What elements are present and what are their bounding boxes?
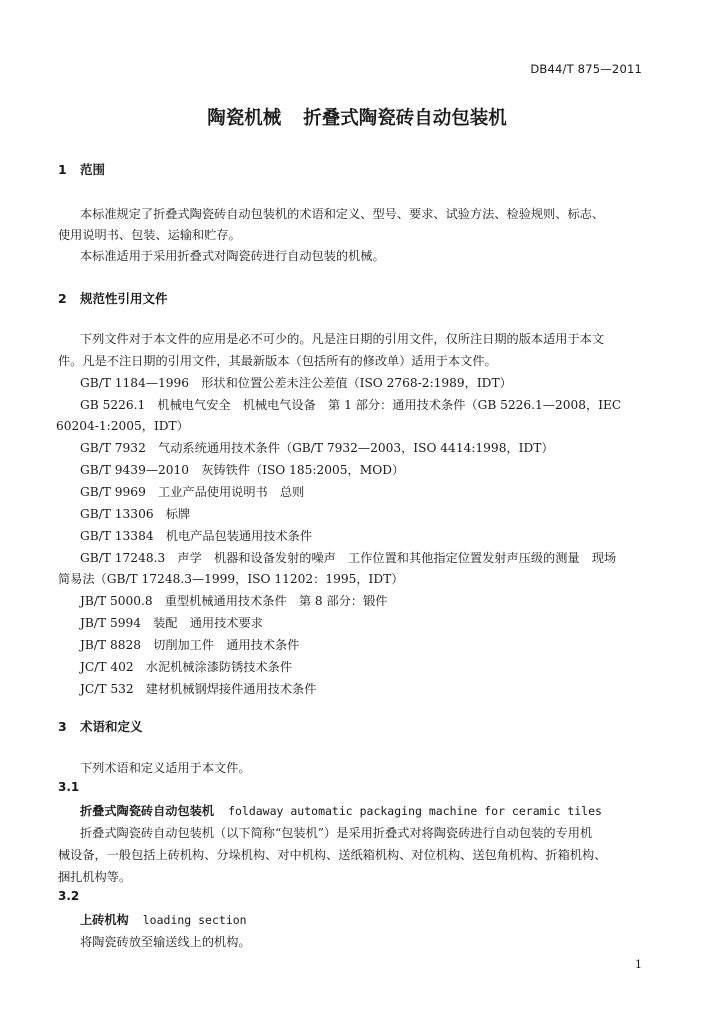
reference-item: JC/T 532 建材机械钢焊接件通用技术条件 — [80, 682, 317, 696]
reference-item-continuation: 简易法（GB/T 17248.3—1999，ISO 11202：1995，IDT） — [58, 572, 404, 586]
reference-item: GB/T 13384 机电产品包装通用技术条件 — [80, 529, 313, 543]
term-3-2-definition: 将陶瓷砖放至输送线上的机构。 — [80, 935, 251, 949]
reference-item: JC/T 402 水泥机械涂漆防锈技术条件 — [80, 660, 293, 674]
term-en: loading section — [142, 913, 247, 927]
title-part-2: 折叠式陶瓷砖自动包装机 — [303, 108, 507, 129]
term-zh: 上砖机构 — [80, 913, 129, 927]
section-title: 规范性引用文件 — [80, 291, 168, 306]
scope-paragraph-1-line-2: 使用说明书、包装、运输和贮存。 — [58, 228, 241, 242]
term-3-2-number: 3.2 — [58, 889, 80, 903]
term-3-2-heading — [80, 911, 247, 928]
section-number: 2 — [58, 291, 67, 306]
normative-intro-line-1: 下列文件对于本文件的应用是必不可少的。凡是注日期的引用文件，仅所注日期的版本适用于本文 — [80, 332, 605, 346]
term-3-1-heading — [80, 802, 602, 819]
section-title: 术语和定义 — [80, 719, 143, 734]
reference-item: GB/T 9439—2010 灰铸铁件（ISO 185:2005，MOD） — [80, 463, 405, 477]
term-zh: 折叠式陶瓷砖自动包装机 — [80, 804, 215, 818]
term-3-1-definition-line-1: 折叠式陶瓷砖自动包装机（以下简称“包装机”）是采用折叠式对将陶瓷砖进行自动包装的专用机 — [80, 826, 593, 840]
reference-item: GB/T 1184—1996 形状和位置公差未注公差值（ISO 2768-2:1989，IDT） — [80, 376, 512, 390]
section-2-heading — [58, 289, 168, 307]
section-title: 范围 — [80, 162, 106, 177]
terms-intro: 下列术语和定义适用于本文件。 — [80, 761, 251, 775]
term-3-1-number: 3.1 — [58, 780, 80, 794]
standard-code: DB44/T 875—2011 — [530, 62, 642, 76]
scope-paragraph-2: 本标准适用于采用折叠式对陶瓷砖进行自动包装的机械。 — [80, 249, 385, 263]
title-part-1: 陶瓷机械 — [207, 108, 282, 129]
normative-intro-line-2: 件。凡是不注日期的引用文件，其最新版本（包括所有的修改单）适用于本文件。 — [58, 354, 497, 368]
section-number: 1 — [58, 162, 67, 177]
section-number: 3 — [58, 719, 67, 734]
reference-item: GB/T 9969 工业产品使用说明书 总则 — [80, 485, 305, 499]
page-title — [0, 104, 714, 130]
reference-item: GB/T 13306 标牌 — [80, 507, 191, 521]
section-3-heading — [58, 717, 143, 735]
term-en: foldaway automatic packaging machine for ceramic tiles — [228, 804, 602, 818]
page-number: 1 — [635, 958, 642, 971]
reference-item: GB 5226.1 机械电气安全 机械电气设备 第 1 部分：通用技术条件（GB 5226.1—2008，IEC — [80, 398, 622, 412]
reference-item: JB/T 5994 装配 通用技术要求 — [80, 616, 263, 630]
scope-paragraph-1-line-1: 本标准规定了折叠式陶瓷砖自动包装机的术语和定义、型号、要求、试验方法、检验规则、标志、 — [80, 207, 605, 221]
reference-item: JB/T 8828 切削加工件 通用技术条件 — [80, 638, 300, 652]
term-3-1-definition-line-2: 械设备，一般包括上砖机构、分垛机构、对中机构、送纸箱机构、对位机构、送包角机构、折箱机构、 — [58, 848, 607, 862]
section-1-heading — [58, 160, 105, 178]
reference-item: JB/T 5000.8 重型机械通用技术条件 第 8 部分：锻件 — [80, 594, 388, 608]
term-3-1-definition-line-3: 捆扎机构等。 — [58, 870, 132, 884]
reference-item-continuation: 60204-1:2005，IDT） — [56, 419, 189, 433]
reference-item: GB/T 17248.3 声学 机器和设备发射的噪声 工作位置和其他指定位置发射声压级的测量 现场 — [80, 551, 617, 565]
reference-item: GB/T 7932 气动系统通用技术条件（GB/T 7932—2003，ISO 4414:1998，IDT） — [80, 441, 554, 455]
